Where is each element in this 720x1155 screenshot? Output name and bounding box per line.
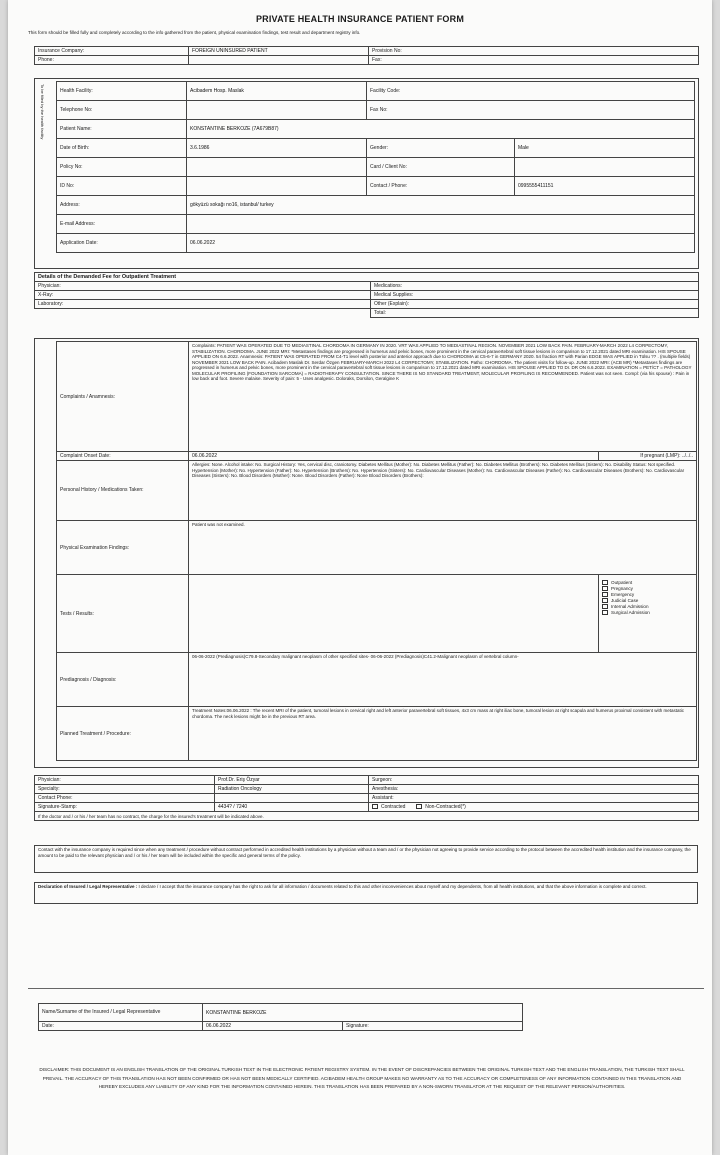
fee-medications-label[interactable]: Medications: [371, 282, 699, 291]
insured-name-label: Name/Surname of the Insured / Legal Representative [39, 1004, 203, 1022]
contract-options [369, 803, 699, 812]
admission-option-checkbox[interactable] [602, 580, 608, 585]
provision-label[interactable]: Provision No: [369, 47, 699, 56]
admission-option-checkbox[interactable] [602, 610, 608, 615]
contact-note: Contact with the insurance company is required since when any treatment / procedure without contract performed in accredited health institutions by a physician without a team and / or the physician not agreeing to provide service according to the protocol between the accredited health institution and the insurance company, the amount to be paid to the relevant physician and / or his / her team will be included within the specific and general terms of the policy. [34, 845, 698, 873]
insurance-company-label: Insurance Company: [35, 47, 189, 56]
application-date-label: Application Date: [57, 234, 187, 253]
fee-total-label[interactable]: Total: [371, 309, 699, 318]
address-value[interactable]: gökyüzü sokağı no16, istanbul/ turkey [187, 196, 695, 215]
fee-laboratory-label[interactable]: Laboratory: [35, 300, 371, 309]
noncontracted-label: Non-Contracted(*) [425, 804, 466, 810]
insurance-fax-label[interactable]: Fax: [369, 56, 699, 65]
application-date-value[interactable]: 06.06.2022 [187, 234, 695, 253]
email-value[interactable] [187, 215, 695, 234]
contact-value[interactable]: 0995555411151 [515, 177, 695, 196]
declaration-title: Declaration of Insured / Legal Representative : [38, 884, 138, 889]
form-intro: This form should be filled fully and completely according to the info gathered from the patient, physical examination findings, test result and department registry info. [28, 30, 361, 35]
facility-code-label[interactable]: Facility Code: [367, 82, 695, 101]
signature-stamp-label: Signature-Stamp: [35, 803, 215, 812]
physician-table [34, 775, 699, 821]
physician-footnote: If the doctor and / or his / her team has no contract, the charge for the insured's treatment will be indicated above. [35, 812, 699, 821]
id-label: ID No: [57, 177, 187, 196]
declaration-text: I declare / I accept that the insurance company has the right to ask for all information / documents related to this and other inconveniences about myself and my dependents, from all health institutions, and that the above information is complete and correct. [138, 884, 647, 889]
admission-option-checkbox[interactable] [602, 586, 608, 591]
side-note: To be filled by the health facility [40, 84, 45, 140]
exam-label: Physical Examination Findings: [57, 521, 189, 575]
contact-phone-value[interactable] [215, 794, 369, 803]
admission-option-label: Pregnancy [611, 586, 633, 591]
admission-option-label: Emergency [611, 592, 635, 597]
insured-table [38, 1003, 523, 1031]
admission-option-label: Judicial Case [611, 598, 639, 603]
insured-signature-label[interactable]: Signature: [343, 1022, 523, 1031]
prediag-label: Prediagnosis / Diagnosis: [57, 653, 189, 707]
policy-value[interactable] [187, 158, 367, 177]
patient-name-label: Patient Name: [57, 120, 187, 139]
anesthesia-label[interactable]: Anesthesia: [369, 785, 699, 794]
contracted-label: Contracted [381, 804, 406, 810]
admission-option-label: Outpatient [611, 580, 633, 585]
insured-date-value[interactable]: 06.06.2022 [203, 1022, 343, 1031]
onset-label: Complaint Onset Date: [57, 452, 189, 461]
insurance-table [34, 46, 699, 65]
assistant-label[interactable]: Assistant: [369, 794, 699, 803]
divider-line [28, 988, 704, 989]
form-page [8, 0, 712, 1155]
admission-option-label: Internal Admission [611, 604, 649, 609]
dob-value[interactable]: 3.6.1986 [187, 139, 367, 158]
contracted-checkbox[interactable] [372, 804, 378, 809]
declaration-box [34, 882, 698, 904]
card-label: Card / Client No: [367, 158, 515, 177]
signature-stamp-value[interactable]: 4434? / 7240 [215, 803, 369, 812]
insured-name-value[interactable]: KONSTANTINE BERKOZE [203, 1004, 523, 1022]
noncontracted-checkbox[interactable] [416, 804, 422, 809]
health-facility-label: Health Facility: [57, 82, 187, 101]
exam-text[interactable]: Patient was not examined. [189, 521, 697, 575]
admission-options [599, 575, 697, 653]
fee-xray-label[interactable]: X-Ray: [35, 291, 371, 300]
admission-option-checkbox[interactable] [602, 598, 608, 603]
admission-option-checkbox[interactable] [602, 604, 608, 609]
admission-option-checkbox[interactable] [602, 592, 608, 597]
complaints-text[interactable]: Complaints: PATIENT WAS OPERATED DUE TO MEDIASTINAL CHORDOMA IN GERMANY IN 2020. VRT WAS APPLIED TO MEDIASTINAL REGION. NOVEMBER 2021 LOW BACK PAIN. FEBRUARY-MARCH 2022 L4 CORPECTOMY, STABILIZATION. CHORDOMA. JUNE 2022 MRI: *Metastases findings are progressed in humerus and pelvic bones, more prominent in the cervical paravertebral soft tissue lesions in comparison to 17.12.2021 dated MRI examination. HIS SPOUSE APPLIED ON 6.6.2022. Anamnesis: PATIENT WAS OPERATED FROM C4-T1 level with posterior and anterior approach due to CHORDOMA at C5-6-7 in GERMANY 2020. 54 fraction RT with Parian EDGE WAS APPLIED in Tülsu ?? . (multiple fields) NOVEMBER 2021 LOW BACK PAIN. Acibadem Maslak Dr. Serdar Özgen FEBRUARY-MARCH 2022 L4 CORPECTOMY, STABILIZATION. Patho: CHORDOMA. The patient visits for follow-up. JUNE 2022 MRI: (ACB MR) *Metastases findings are progressed in humerus and pelvic bones, more prominent in the cervical paravertebral soft tissue lesions in comparison to 17.12.2021 dated MRI examination. HIS SPOUSE APPLIED TO Dr. DR ON 6.6.2022. EXAMINATION = PET/CT = PATHOLOGY MOLECULAR PROFILING (FOUNDATION SARCOMA) = RADIOTHERAPY CONSULTATION. SINCE THERE IS NO STANDARD TREATMENT, MOLECULAR PROFILING IS RECOMMENDED. Patient was not seen. Compl: (via his spouse) : Pain in low back and foot. Severe malaise. Severity of pain: 5 - Uses analgesic. Doloraks, Dorsilon, Geralgine K [189, 342, 697, 452]
patient-table [56, 81, 695, 253]
contact-phone-label: Contact Phone: [35, 794, 215, 803]
clinical-table [56, 341, 697, 761]
patient-name-value[interactable]: KONSTANTINE BERKOZE (7A679B87) [187, 120, 695, 139]
disclaimer: DISCLAIMER: THIS DOCUMENT IS AN ENGLISH TRANSLATION OF THE ORIGINAL TURKISH TEXT IN THE ELECTRONIC PATIENT REGISTRY SYSTEM. IN THE EVENT OF DISCREPANCIES BETWEEN THE ORIGINAL TURKISH TEXT AND THE ENGLISH TRANSLATION, THE TURKISH TEXT SHALL PREVAIL. THE ACCURACY OF THIS TRANSLATION HAS NOT BEEN CONFIRMED OR HAS NOT BEEN MEDICALLY CERTIFIED. ACIBADEM HEALTH GROUP MAKES NO WARRANTY AS TO THE ACCURACY OR COMPLETENESS OF ANY INFORMATION CONTAINED IN THIS TRANSLATION AND HEREBY EXCLUDES ANY LIABILITY OF ANY KIND FOR THE INFORMATION CONTAINED HEREIN. THIS TRANSLATION HAS BEEN PREPARED BY A NON-SWORN TRANSLATOR AT THE REQUEST OF THE RELEVANT PERSON/AUTHORITIES. [39, 1067, 685, 1090]
contact-label: Contact / Phone: [367, 177, 515, 196]
specialty-value[interactable]: Radiation Oncology [215, 785, 369, 794]
plan-text[interactable]: Treatment Notes:06.06.2022 : The recent MRI of the patient, tumoral lesions in cervical right and left anterior paravertebral soft tissues, 4x3 cm mass at right iliac bone, tumoral lesion at right scapula and humerus proximal consistent with metastatic chordoma. The neck lesions might be in the previous RT area. [189, 707, 697, 761]
gender-value[interactable]: Male [515, 139, 695, 158]
fees-table [34, 272, 699, 318]
card-value[interactable] [515, 158, 695, 177]
tests-label: Tests / Results: [57, 575, 189, 653]
lmp-label[interactable]: If pregnant (LMP): ../../.. [599, 452, 697, 461]
fax-no-label[interactable]: Fax No: [367, 101, 695, 120]
specialty-label: Specialty: [35, 785, 215, 794]
fee-empty-cell [35, 309, 371, 318]
telephone-label: Telephone No: [57, 101, 187, 120]
address-label: Address: [57, 196, 187, 215]
insurance-phone-value[interactable] [189, 56, 369, 65]
health-facility-value[interactable]: Acibadem Hosp. Maslak [187, 82, 367, 101]
complaints-label: Complaints / Anamnesis: [57, 342, 189, 452]
surgeon-label[interactable]: Surgeon: [369, 776, 699, 785]
onset-value[interactable]: 06.06.2022 [189, 452, 599, 461]
insurance-phone-label: Phone: [35, 56, 189, 65]
history-text[interactable]: Allergies: None. Alcohol intake: No. Surgical History: Yes, cervical disc, craniotomy. Diabetes Mellitus (Mother): No. Diabetes Mellitus (Father): No. Diabetes Mellitus (Brothers): No. Diabetes Mellitus (Sisters): No. Disability Status: Not specified. Hypertension (Mother): No. Hypertension (Father): No. Hypertension (Brothers): No. Hypertension (Sisters): No. Cardiovascular Diseases (Mother): No. Cardiovascular Diseases (Father): No. Cardiovascular Diseases (Brothers): No. Cardiovascular Diseases (Sisters): No. Blood Disorders (Mother): None. Blood Disorders (Father): None Blood Disorders (Brothers): [189, 461, 697, 521]
form-title: PRIVATE HEALTH INSURANCE PATIENT FORM [255, 14, 465, 24]
fee-other-label[interactable]: Other (Explain): [371, 300, 699, 309]
physician-value[interactable]: Prof.Dr. Eriş Özyar [215, 776, 369, 785]
plan-label: Planned Treatment / Procedure: [57, 707, 189, 761]
admission-option[interactable] [602, 610, 693, 616]
fees-section-title: Details of the Demanded Fee for Outpatient Treatment [35, 273, 699, 282]
physician-label: Physician: [35, 776, 215, 785]
insured-date-label: Date: [39, 1022, 203, 1031]
fee-physician-label[interactable]: Physician: [35, 282, 371, 291]
email-label: E-mail Address: [57, 215, 187, 234]
history-label: Personal History / Medications Taken: [57, 461, 189, 521]
prediag-text[interactable]: 06-06-2022 (Prediagnosis)C79.8-Secondary malignant neoplasm of other specified sites- 06-06-2022 (Prediagnosis)C41.2-Malignant neoplasm of vertebral column- [189, 653, 697, 707]
tests-value[interactable] [189, 575, 599, 653]
dob-label: Date of Birth: [57, 139, 187, 158]
policy-label: Policy No: [57, 158, 187, 177]
gender-label: Gender: [367, 139, 515, 158]
id-value[interactable] [187, 177, 367, 196]
insurance-company-value[interactable]: FOREIGN UNINSURED PATIENT [189, 47, 369, 56]
admission-option-label: Surgical Admission [611, 610, 650, 615]
telephone-value[interactable] [187, 101, 367, 120]
fee-supplies-label[interactable]: Medical Supplies: [371, 291, 699, 300]
